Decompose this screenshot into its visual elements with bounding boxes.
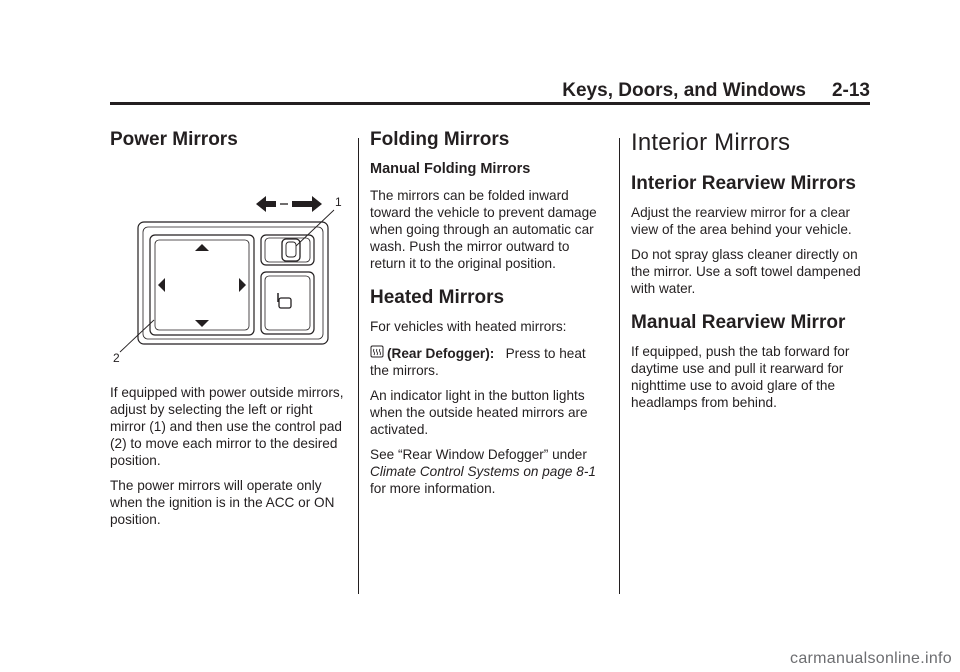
page-header (110, 80, 870, 102)
rear-defogger-icon (370, 345, 384, 360)
climate-control-link[interactable]: Climate Control Systems on page 8-1 (370, 464, 596, 479)
subheading-manual-folding: Manual Folding Mirrors (370, 161, 531, 177)
indicator-paragraph: An indicator light in the button lights when the outside heated mirrors are activated. (370, 388, 588, 437)
heading-power-mirrors: Power Mirrors (110, 129, 238, 150)
heading-heated-mirrors: Heated Mirrors (370, 287, 505, 308)
callout-2: 2 (113, 351, 120, 362)
section-title: Keys, Doors, and Windows (562, 80, 806, 101)
power-mirrors-paragraph-1: If equipped with power outside mirrors, adjust by selecting the left or right mirror (1) and then use the control pad (2) to move each mirror to the desired position. (110, 385, 344, 468)
more-info-text: for more information. (370, 481, 496, 496)
header-rule (110, 102, 870, 105)
heading-manual-rearview: Manual Rearview Mirror (631, 312, 846, 333)
folding-paragraph: The mirrors can be folded inward toward the vehicle to prevent damage when going through an automatic car wash. Push the mirror outward to return it to the original position. (370, 188, 597, 271)
page-number: 2-13 (831, 80, 870, 101)
callout-1: 1 (335, 195, 342, 209)
column-divider-1 (358, 138, 359, 594)
interior-paragraph-1: Adjust the rearview mirror for a clear view of the area behind your vehicle. (631, 205, 852, 237)
defogger-text: Press to heat the mirrors. (370, 346, 586, 378)
heading-interior-rearview: Interior Rearview Mirrors (631, 173, 856, 194)
mirror-control-figure (110, 180, 342, 362)
heated-intro: For vehicles with heated mirrors: (370, 319, 567, 334)
column-folding-heated (370, 128, 608, 505)
column-divider-2 (619, 138, 620, 594)
heading-interior-mirrors: Interior Mirrors (631, 129, 791, 156)
heading-folding-mirrors: Folding Mirrors (370, 129, 510, 150)
defogger-label: (Rear Defogger): (387, 346, 495, 361)
see-text: See “Rear Window Defogger” under (370, 447, 587, 462)
watermark: carmanualsonline.info (790, 650, 952, 667)
see-reference-paragraph (370, 446, 608, 497)
manual-rearview-paragraph: If equipped, push the tab forward for daytime use and pull it rearward for nighttime use to avoid glare of the headlamps from behind. (631, 344, 850, 410)
power-mirrors-paragraph-2: The power mirrors will operate only when the ignition is in the ACC or ON position. (110, 478, 335, 527)
interior-paragraph-2: Do not spray glass cleaner directly on the mirror. Use a soft towel dampened with water. (631, 247, 861, 296)
column-power-mirrors (110, 128, 346, 536)
column-interior-mirrors (631, 128, 871, 419)
defogger-paragraph (370, 343, 608, 379)
mirror-switch-illustration (110, 180, 342, 362)
